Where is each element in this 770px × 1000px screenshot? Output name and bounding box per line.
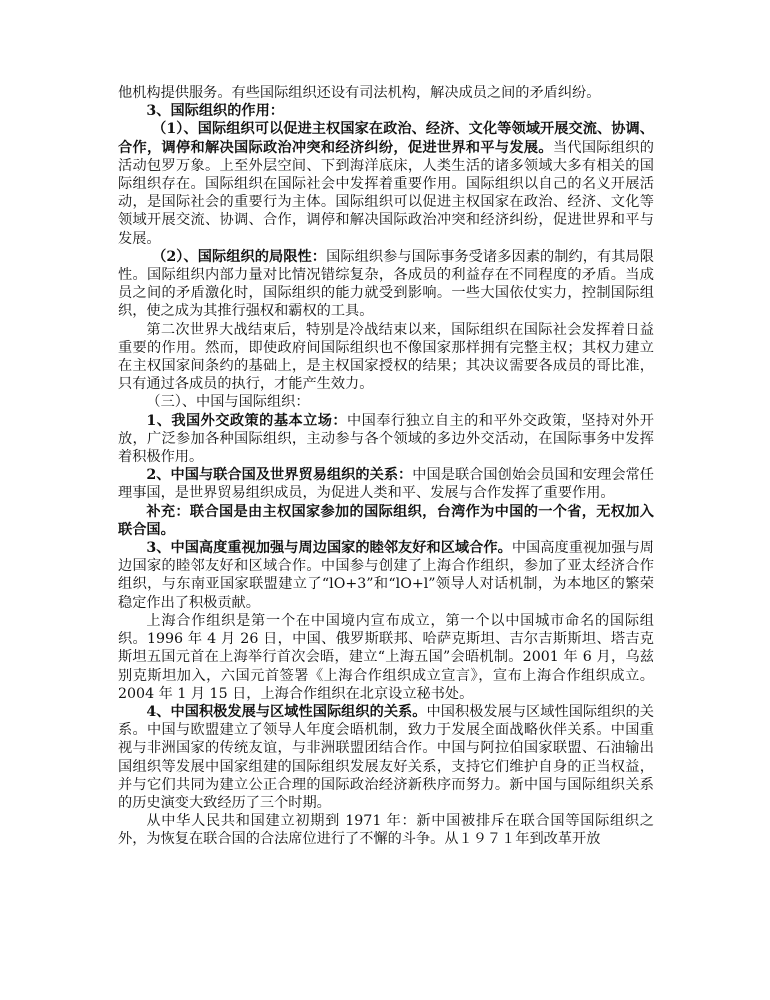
paragraph-neighbors <box>118 539 654 612</box>
paragraph-neighbors-lead: 3、中国高度重视加强与周边国家的睦邻友好和区域合作。 <box>146 540 512 557</box>
paragraph-neighbors-body: 中国高度重视加强与周边国家的睦邻友好和区域合作。中国参与创建了上海合作组织，参加了亚太经济合作组织，与东南亚国家联盟建立了“lO+3”和“lO+l”领导人对话机制，为本地区的繁荣稳定作出了积极贡献。 <box>118 540 654 611</box>
paragraph-history: 从中华人民共和国建立初期到 1971 年：新中国被排斥在联合国等国际组织之外，为恢复在联合国的合法席位进行了不懈的斗争。从１９７１年到改革开放 <box>118 813 654 848</box>
paragraph-foreign-policy-lead: 1、我国外交政策的基本立场： <box>146 412 348 429</box>
heading-china-and-international-organizations: （三）、中国与国际组织： <box>146 394 310 411</box>
heading-role-of-international-organizations: 3、国际组织的作用： <box>146 103 284 120</box>
paragraph-foreign-policy <box>118 412 654 467</box>
paragraph-post-war: 第二次世界大战结束后，特别是冷战结束以来，国际组织在国际社会发挥着日益重要的作用。然而，即使政府间国际组织也不像国家那样拥有完整主权；其权力建立在主权国家间条约的基础上，是主权国家授权的结果；其决议需要各成员的哥比准，只有通过各成员的执行，才能产生效力。 <box>118 321 654 393</box>
paragraph-role-1-lead: （1）、国际组织可以促进主权国家在政治、经济、文化等领域开展交流、协调、合作，调停和解决国际政治冲突和经济纠纷，促进世界和平与发展。 <box>118 121 654 156</box>
paragraph-un-wto-lead: 2、中国与联合国及世界贸易组织的关系： <box>146 467 413 484</box>
paragraph-limitations <box>118 248 654 321</box>
paragraph-regional-body: 中国积极发展与区域性国际组织的关系。中国与欧盟建立了领导人年度会晤机制，致力于发展全面战略伙伴关系。中国重视与非洲国家的传统友谊，与非洲联盟团结合作。中国与阿拉伯国家联盟、石油输出国组织等发展中国家组建的国际组织发展友好关系，支持它们维护自身的正当权益，并与它们共同为建立公正合理的国际政治经济新秩序而努力。新中国与国际组织关系的历史演变大致经历了三个时期。 <box>118 703 654 811</box>
document-body <box>118 84 654 849</box>
paragraph-foreign-policy-body: 中国奉行独立自主的和平外交政策，坚持对外开放，广泛参加各种国际组织，主动参与各个领域的多边外交活动，在国际事务中发挥着积极作用。 <box>118 412 654 466</box>
paragraph-limitations-lead: （2）、国际组织的局限性： <box>152 248 327 265</box>
paragraph-role-1-body: 当代国际组织的活动包罗万象。上至外层空间、下到海洋底床，人类生活的诸多领域大多有相关的国际组织存在。国际组织在国际社会中发挥着重要作用。国际组织以自己的名义开展活动，是国际社会的重要行为主体。国际组织可以促进主权国家在政治、经济、文化等领域开展交流、协调、合作，调停和解决国际政治冲突和经济纠纷，促进世界和平与发展。 <box>118 139 654 247</box>
paragraph-supplement: 补充：联合国是由主权国家参加的国际组织，台湾作为中国的一个省，无权加入联合国。 <box>118 503 654 538</box>
paragraph-sco: 上海合作组织是第一个在中国境内宣布成立，第一个以中国城市命名的国际组织。1996 年 4 月 26 日，中国、俄罗斯联邦、哈萨克斯坦、吉尔吉斯斯坦、塔吉克斯坦五国元首在上海举行首次会晤，建立“上海五国”会晤机制。2001 年 6 月，乌兹别克斯坦加入，六国元首签署《上海合作组织成立宣言》，宣布上海合作组织成立。2004 年 1 月 15 日，上海合作组织在北京设立秘书处。 <box>118 612 654 702</box>
paragraph-limitations-body: 国际组织参与国际事务受诸多因素的制约，有其局限性。国际组织内部力量对比情况错综复杂，各成员的利益存在不同程度的矛盾。当成员之间的矛盾激化时，国际组织的能力就受到影响。一些大国依仗实力，控制国际组织，使之成为其推行强权和霸权的工具。 <box>118 248 654 320</box>
paragraph-regional-lead: 4、中国积极发展与区域性国际组织的关系。 <box>146 703 427 720</box>
paragraph-un-wto <box>118 466 654 502</box>
paragraph-0: 他机构提供服务。有些国际组织还设有司法机构，解决成员之间的矛盾纠纷。 <box>118 85 601 101</box>
paragraph-role-1 <box>118 120 654 247</box>
paragraph-regional <box>118 703 654 812</box>
paragraph-un-wto-body: 中国是联合国创始会员国和安理会常任理事国，是世界贸易组织成员，为促进人类和平、发展与合作发挥了重要作用。 <box>118 467 654 502</box>
